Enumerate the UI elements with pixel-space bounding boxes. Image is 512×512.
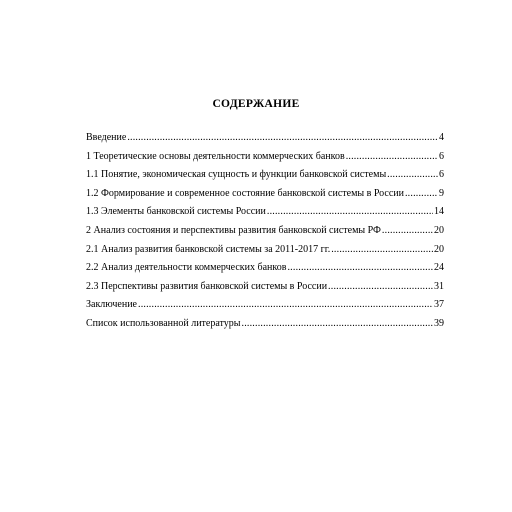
toc-entry-page: 20 — [434, 243, 444, 255]
toc-entry-page: 37 — [434, 299, 444, 311]
toc-leader-dots — [287, 262, 433, 274]
table-of-contents — [86, 132, 444, 337]
toc-leader-dots — [387, 169, 438, 181]
toc-entry-page: 6 — [439, 169, 444, 181]
toc-entry-page: 39 — [434, 317, 444, 329]
toc-entry-text: 1.1 Понятие, экономическая сущность и функции банковской системы — [86, 169, 387, 181]
toc-leader-dots — [346, 151, 438, 163]
toc-entry-page: 14 — [434, 206, 444, 218]
toc-entry-text: 1 Теоретические основы деятельности коммерческих банков — [86, 150, 345, 162]
toc-entry-section-1-2 — [86, 188, 444, 207]
toc-leader-dots — [242, 318, 434, 330]
toc-leader-dots — [127, 132, 438, 144]
toc-entry-text: 2.3 Перспективы развития банковской системы в России — [86, 280, 328, 292]
toc-leader-dots — [382, 225, 433, 237]
toc-entry-page: 20 — [434, 224, 444, 236]
toc-entry-text: Заключение — [86, 299, 137, 311]
toc-entry-section-2-2 — [86, 262, 444, 281]
toc-entry-page: 24 — [434, 262, 444, 274]
toc-entry-chapter-2 — [86, 225, 444, 244]
toc-entry-text: 1.2 Формирование и современное состояние банковской системы в России — [86, 187, 404, 199]
toc-entry-conclusion — [86, 299, 444, 318]
toc-leader-dots — [267, 206, 433, 218]
toc-entry-text: 2.2 Анализ деятельности коммерческих банков — [86, 262, 287, 274]
toc-entry-text: 2.1 Анализ развития банковской системы за 2011-2017 гг. — [86, 243, 331, 255]
toc-entry-section-2-3 — [86, 281, 444, 300]
toc-entry-text: Список использованной литературы — [86, 317, 241, 329]
toc-entry-section-1-1 — [86, 169, 444, 188]
toc-leader-dots — [328, 281, 433, 293]
toc-entry-introduction — [86, 132, 444, 151]
toc-entry-section-1-3 — [86, 206, 444, 225]
toc-entry-chapter-1 — [86, 151, 444, 170]
toc-leader-dots — [331, 244, 433, 256]
toc-entry-page: 31 — [434, 280, 444, 292]
toc-entry-section-2-1 — [86, 244, 444, 263]
toc-entry-page: 9 — [439, 187, 444, 199]
toc-title: СОДЕРЖАНИЕ — [212, 98, 300, 110]
toc-leader-dots — [138, 299, 433, 311]
toc-entry-bibliography — [86, 318, 444, 337]
toc-entry-text: 2 Анализ состояния и перспективы развития банковской системы РФ — [86, 224, 381, 236]
toc-entry-page: 4 — [439, 132, 444, 143]
toc-entry-text: Введение — [86, 132, 127, 143]
toc-entry-text: 1.3 Элементы банковской системы России — [86, 206, 266, 218]
toc-leader-dots — [405, 188, 438, 200]
toc-entry-page: 6 — [439, 150, 444, 162]
